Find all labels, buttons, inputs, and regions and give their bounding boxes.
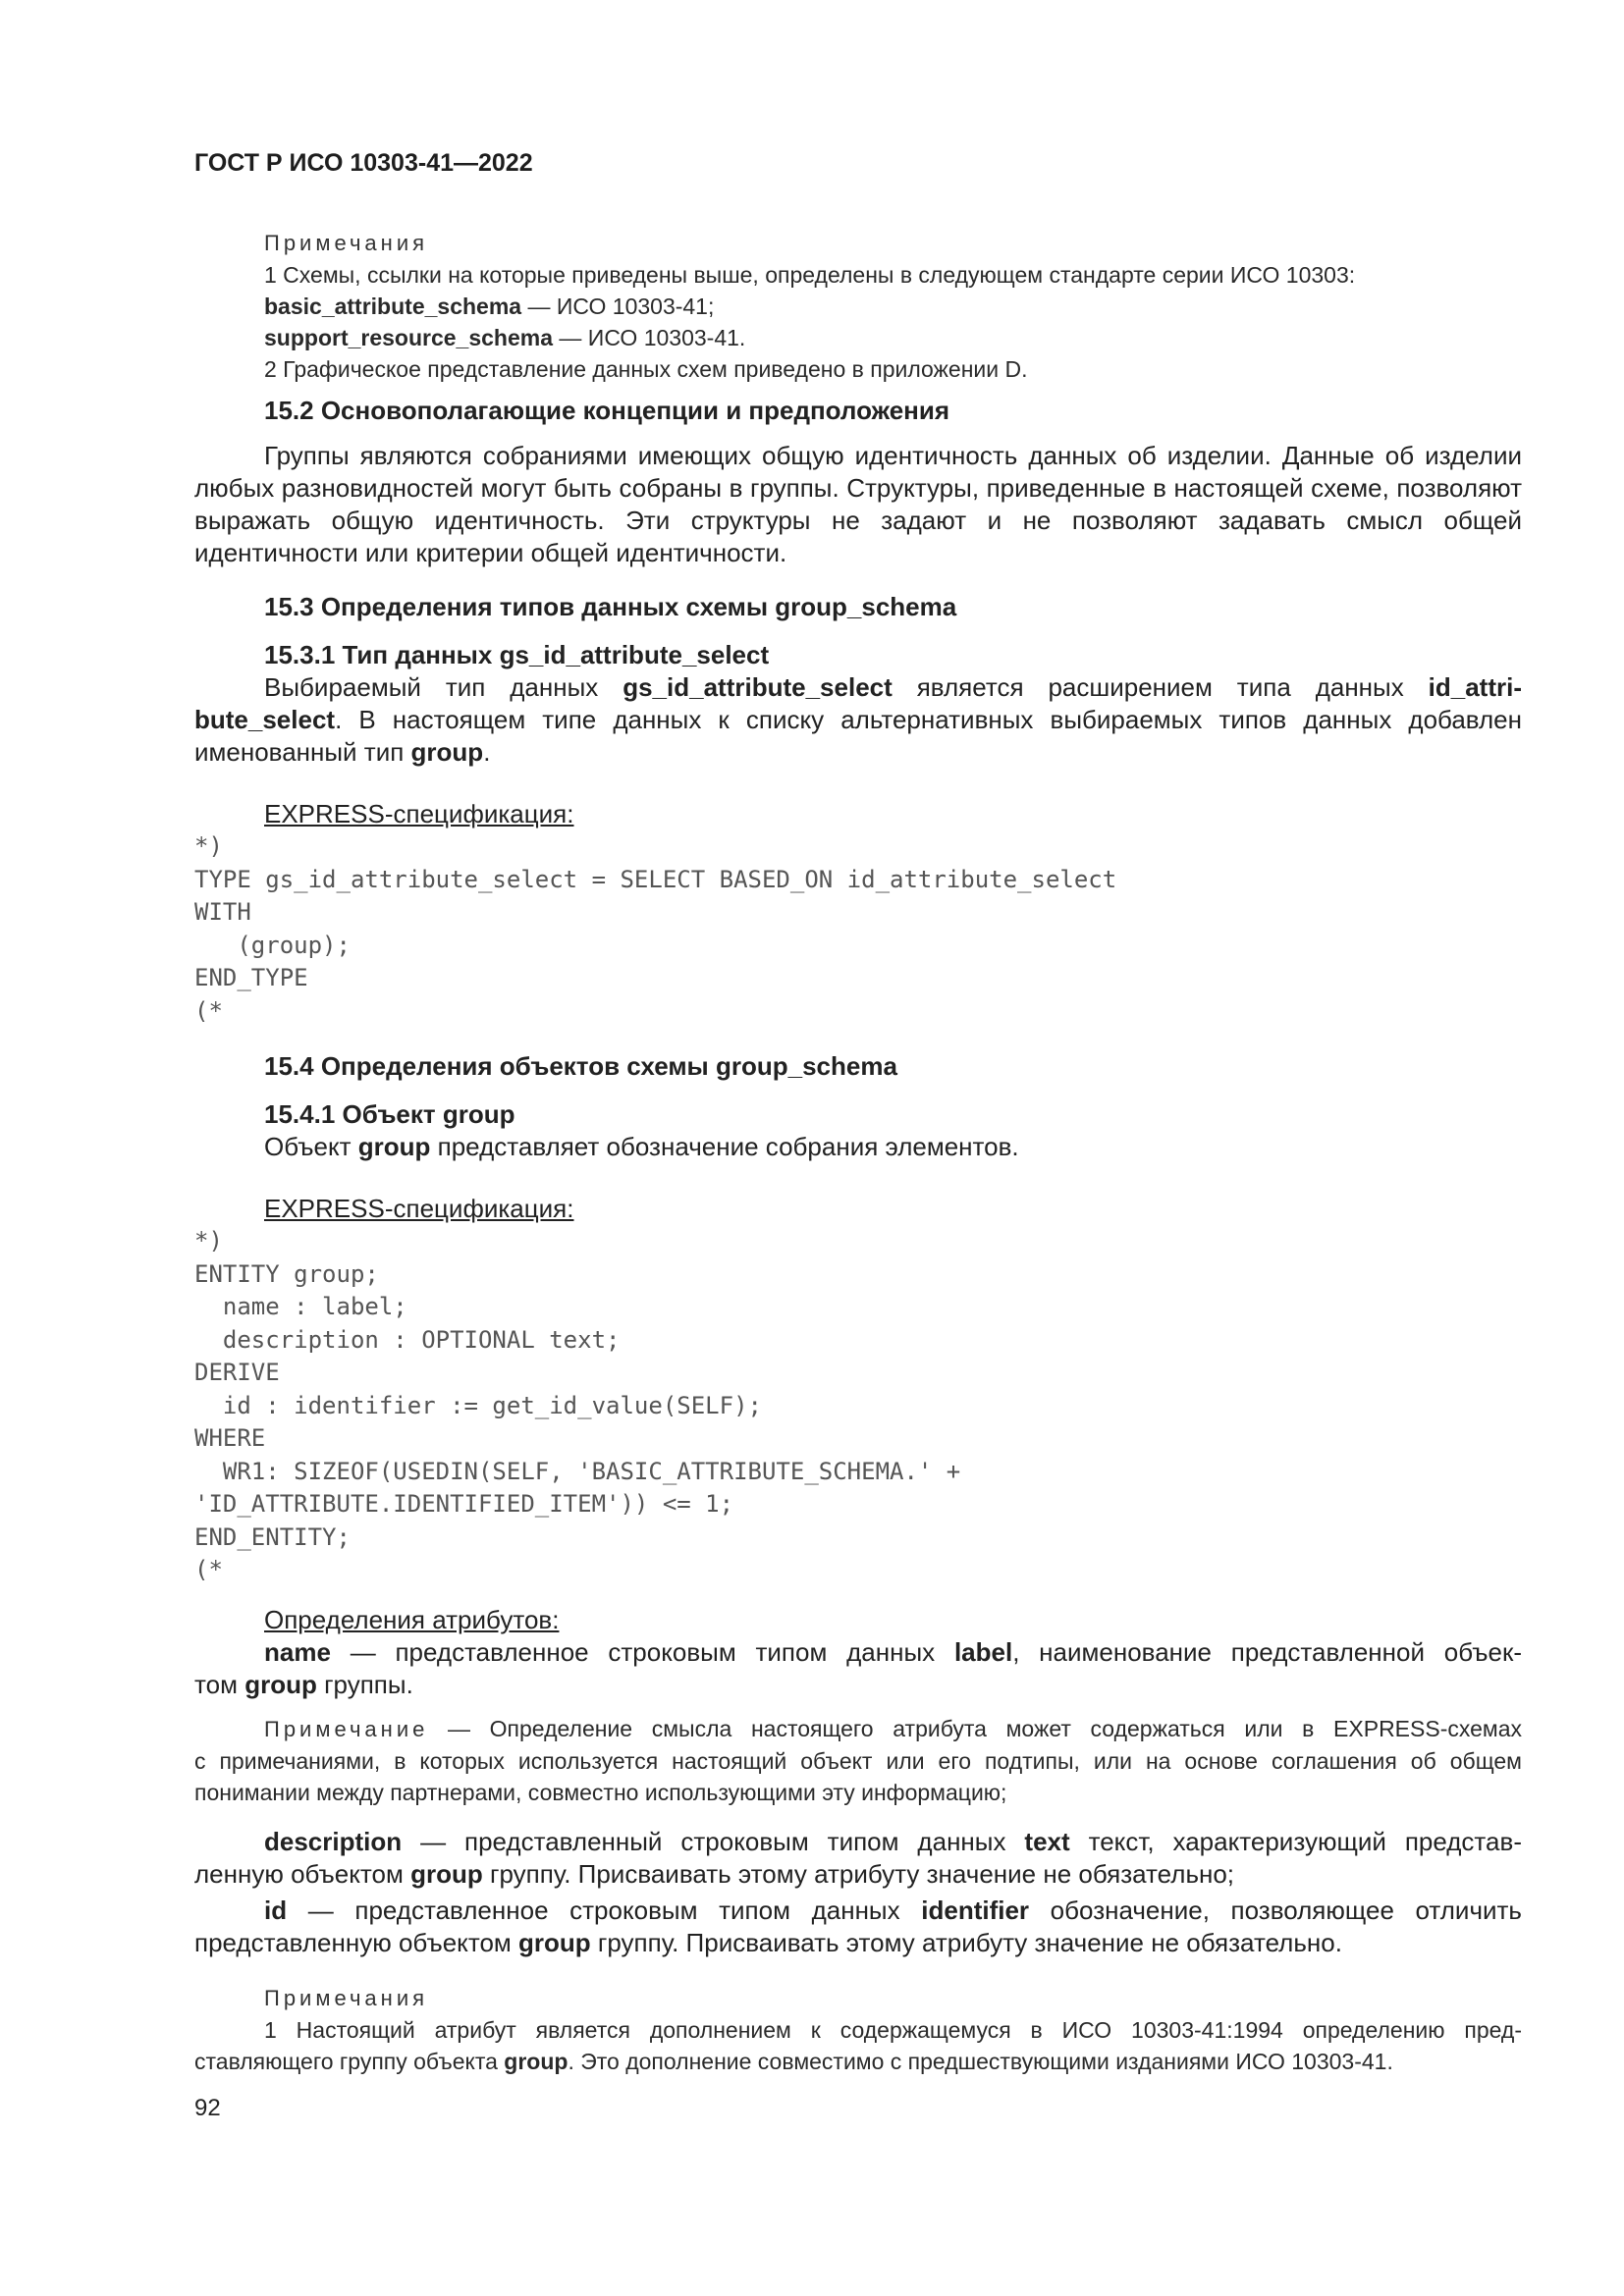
note-ref — [194, 322, 1522, 353]
subsection-heading: 15.3.1 Тип данных gs_id_attribute_select — [264, 640, 770, 669]
paragraph-line — [194, 736, 1522, 769]
schema-name: support_resource_schema — [264, 325, 554, 350]
note-line: понимании между партнерами, совместно использующими эту информацию; — [194, 1780, 1007, 1805]
entity-name: group — [504, 2049, 568, 2074]
note-heading: Примечание — [264, 1717, 429, 1741]
attribute-term: name — [264, 1637, 331, 1667]
text: ставляющего группу объекта — [194, 2049, 505, 2074]
paragraph-line — [194, 671, 1522, 704]
type-name: gs_id_attribute_select — [623, 672, 893, 702]
section-15-2 — [194, 394, 1522, 569]
express-spec-label: EXPRESS-спецификация: — [264, 1194, 574, 1223]
text: Объект — [264, 1132, 358, 1161]
entity-name: group — [518, 1928, 591, 1957]
type-name: id_attri- — [1428, 672, 1522, 702]
attribute-term: id — [264, 1896, 288, 1925]
notes-block-2 — [194, 1983, 1522, 2077]
attribute-def-line — [194, 1669, 1522, 1701]
text: представляет обозначение собрания элементов. — [430, 1132, 1019, 1161]
attribute-def-line — [194, 1895, 1522, 1927]
schema-name: basic_attribute_schema — [264, 294, 522, 319]
notes-heading: Примечания — [264, 231, 429, 255]
attribute-term: description — [264, 1827, 403, 1856]
text: представленную объектом — [194, 1928, 519, 1957]
page-number: 92 — [194, 2095, 221, 2121]
attributes-label: Определения атрибутов: — [264, 1605, 560, 1634]
schema-ref: — ИСО 10303-41. — [553, 325, 746, 350]
text: — представленный строковым типом данных — [402, 1827, 1025, 1856]
text: ленную объектом — [194, 1859, 411, 1889]
type-name: label — [953, 1637, 1013, 1667]
text: — представленное строковым типом данных — [330, 1637, 954, 1667]
type-name: identifier — [921, 1896, 1030, 1925]
section-heading: 15.2 Основополагающие концепции и предположения — [264, 396, 950, 425]
entity-name: group — [410, 1859, 483, 1889]
schema-ref: — ИСО 10303-41; — [521, 294, 715, 319]
attribute-def-line — [194, 1826, 1522, 1858]
note-line — [194, 2046, 1522, 2077]
type-name: group — [410, 737, 484, 767]
attribute-def-line — [194, 1636, 1522, 1669]
text: . — [483, 737, 491, 767]
attribute-def-line — [194, 1927, 1522, 1959]
entity-name: group — [244, 1670, 317, 1699]
paragraph-line — [194, 1131, 1522, 1163]
type-name: bute_select — [194, 705, 336, 734]
notes-block-1 — [194, 228, 1522, 385]
text: группу. Присваивать этому атрибуту значение не обязательно. — [590, 1928, 1342, 1957]
attribute-definitions — [194, 1604, 1522, 1959]
text: текст, характеризующий представ- — [1069, 1827, 1522, 1856]
text: , наименование представленной объек- — [1012, 1637, 1522, 1667]
note-line: 1 Настоящий атрибут является дополнением к содержащемуся в ИСО 10303-41:1994 определению пред- — [264, 2017, 1522, 2043]
entity-name: group — [357, 1132, 431, 1161]
subsection-heading: 15.4.1 Объект group — [264, 1099, 515, 1129]
text: . В настоящем типе данных к списку альтернативных выбираемых типов данных добавлен — [335, 705, 1522, 734]
text: — представленное строковым типом данных — [287, 1896, 922, 1925]
section-15-3 — [194, 590, 1522, 1028]
text: том — [194, 1670, 245, 1699]
text: является расширением типа данных — [892, 672, 1429, 702]
text: — Определение смысла настоящего атрибута может содержаться или в EXPRESS-схемах — [428, 1716, 1522, 1741]
notes-heading: Примечания — [264, 1986, 429, 2010]
attribute-def-line — [194, 1858, 1522, 1891]
section-paragraph: Группы являются собраниями имеющих общую идентичность данных об изделии. Данные об изделии любых разновидностей могут быть собраны в группы. Структуры, приведенные в настоящей схеме, позволяют выражать общую идентичность. Эти структуры не задают и не позволяют задавать смысл общей идентичности или критерии общей идентичности. — [194, 441, 1522, 567]
text: Выбираемый тип данных — [264, 672, 623, 702]
text: именованный тип — [194, 737, 411, 767]
note-line — [194, 1713, 1522, 1745]
express-spec-label: EXPRESS-спецификация: — [264, 799, 574, 828]
document-header: ГОСТ Р ИСО 10303-41—2022 — [194, 149, 533, 177]
text: . Это дополнение совместимо с предшествующими изданиями ИСО 10303-41. — [568, 2049, 1393, 2074]
section-15-4 — [194, 1049, 1522, 1587]
type-name: text — [1024, 1827, 1070, 1856]
section-heading: 15.4 Определения объектов схемы group_schema — [264, 1051, 897, 1081]
note-line: 2 Графическое представление данных схем приведено в приложении D. — [264, 356, 1028, 382]
text: группы. — [316, 1670, 413, 1699]
text: обозначение, позволяющее отличить — [1029, 1896, 1522, 1925]
text: группу. Присваивать этому атрибуту значение не обязательно; — [482, 1859, 1235, 1889]
note-ref — [194, 291, 1522, 322]
express-code-block: *) TYPE gs_id_attribute_select = SELECT BASED_ON id_attribute_select WITH (group); END_TYPE (* — [194, 832, 1117, 1025]
paragraph-line — [194, 704, 1522, 736]
note-line: 1 Схемы, ссылки на которые приведены выше, определены в следующем стандарте серии ИСО 10303: — [264, 262, 1356, 288]
note-line: с примечаниями, в которых используется настоящий объект или его подтипы, или на основе соглашения об общем — [194, 1748, 1522, 1774]
attribute-note — [194, 1713, 1522, 1808]
express-code-block: *) ENTITY group; name : label; description : OPTIONAL text; DERIVE id : identifier := get_id_value(SELF); WHERE WR1: SIZEOF(USEDIN(SELF, 'BASIC_ATTRIBUTE_SCHEMA.' + 'ID_ATTRIBUTE.IDENTIFIED_ITEM')) <= 1; END_ENTITY; (* — [194, 1227, 961, 1583]
section-heading: 15.3 Определения типов данных схемы group_schema — [264, 592, 957, 621]
